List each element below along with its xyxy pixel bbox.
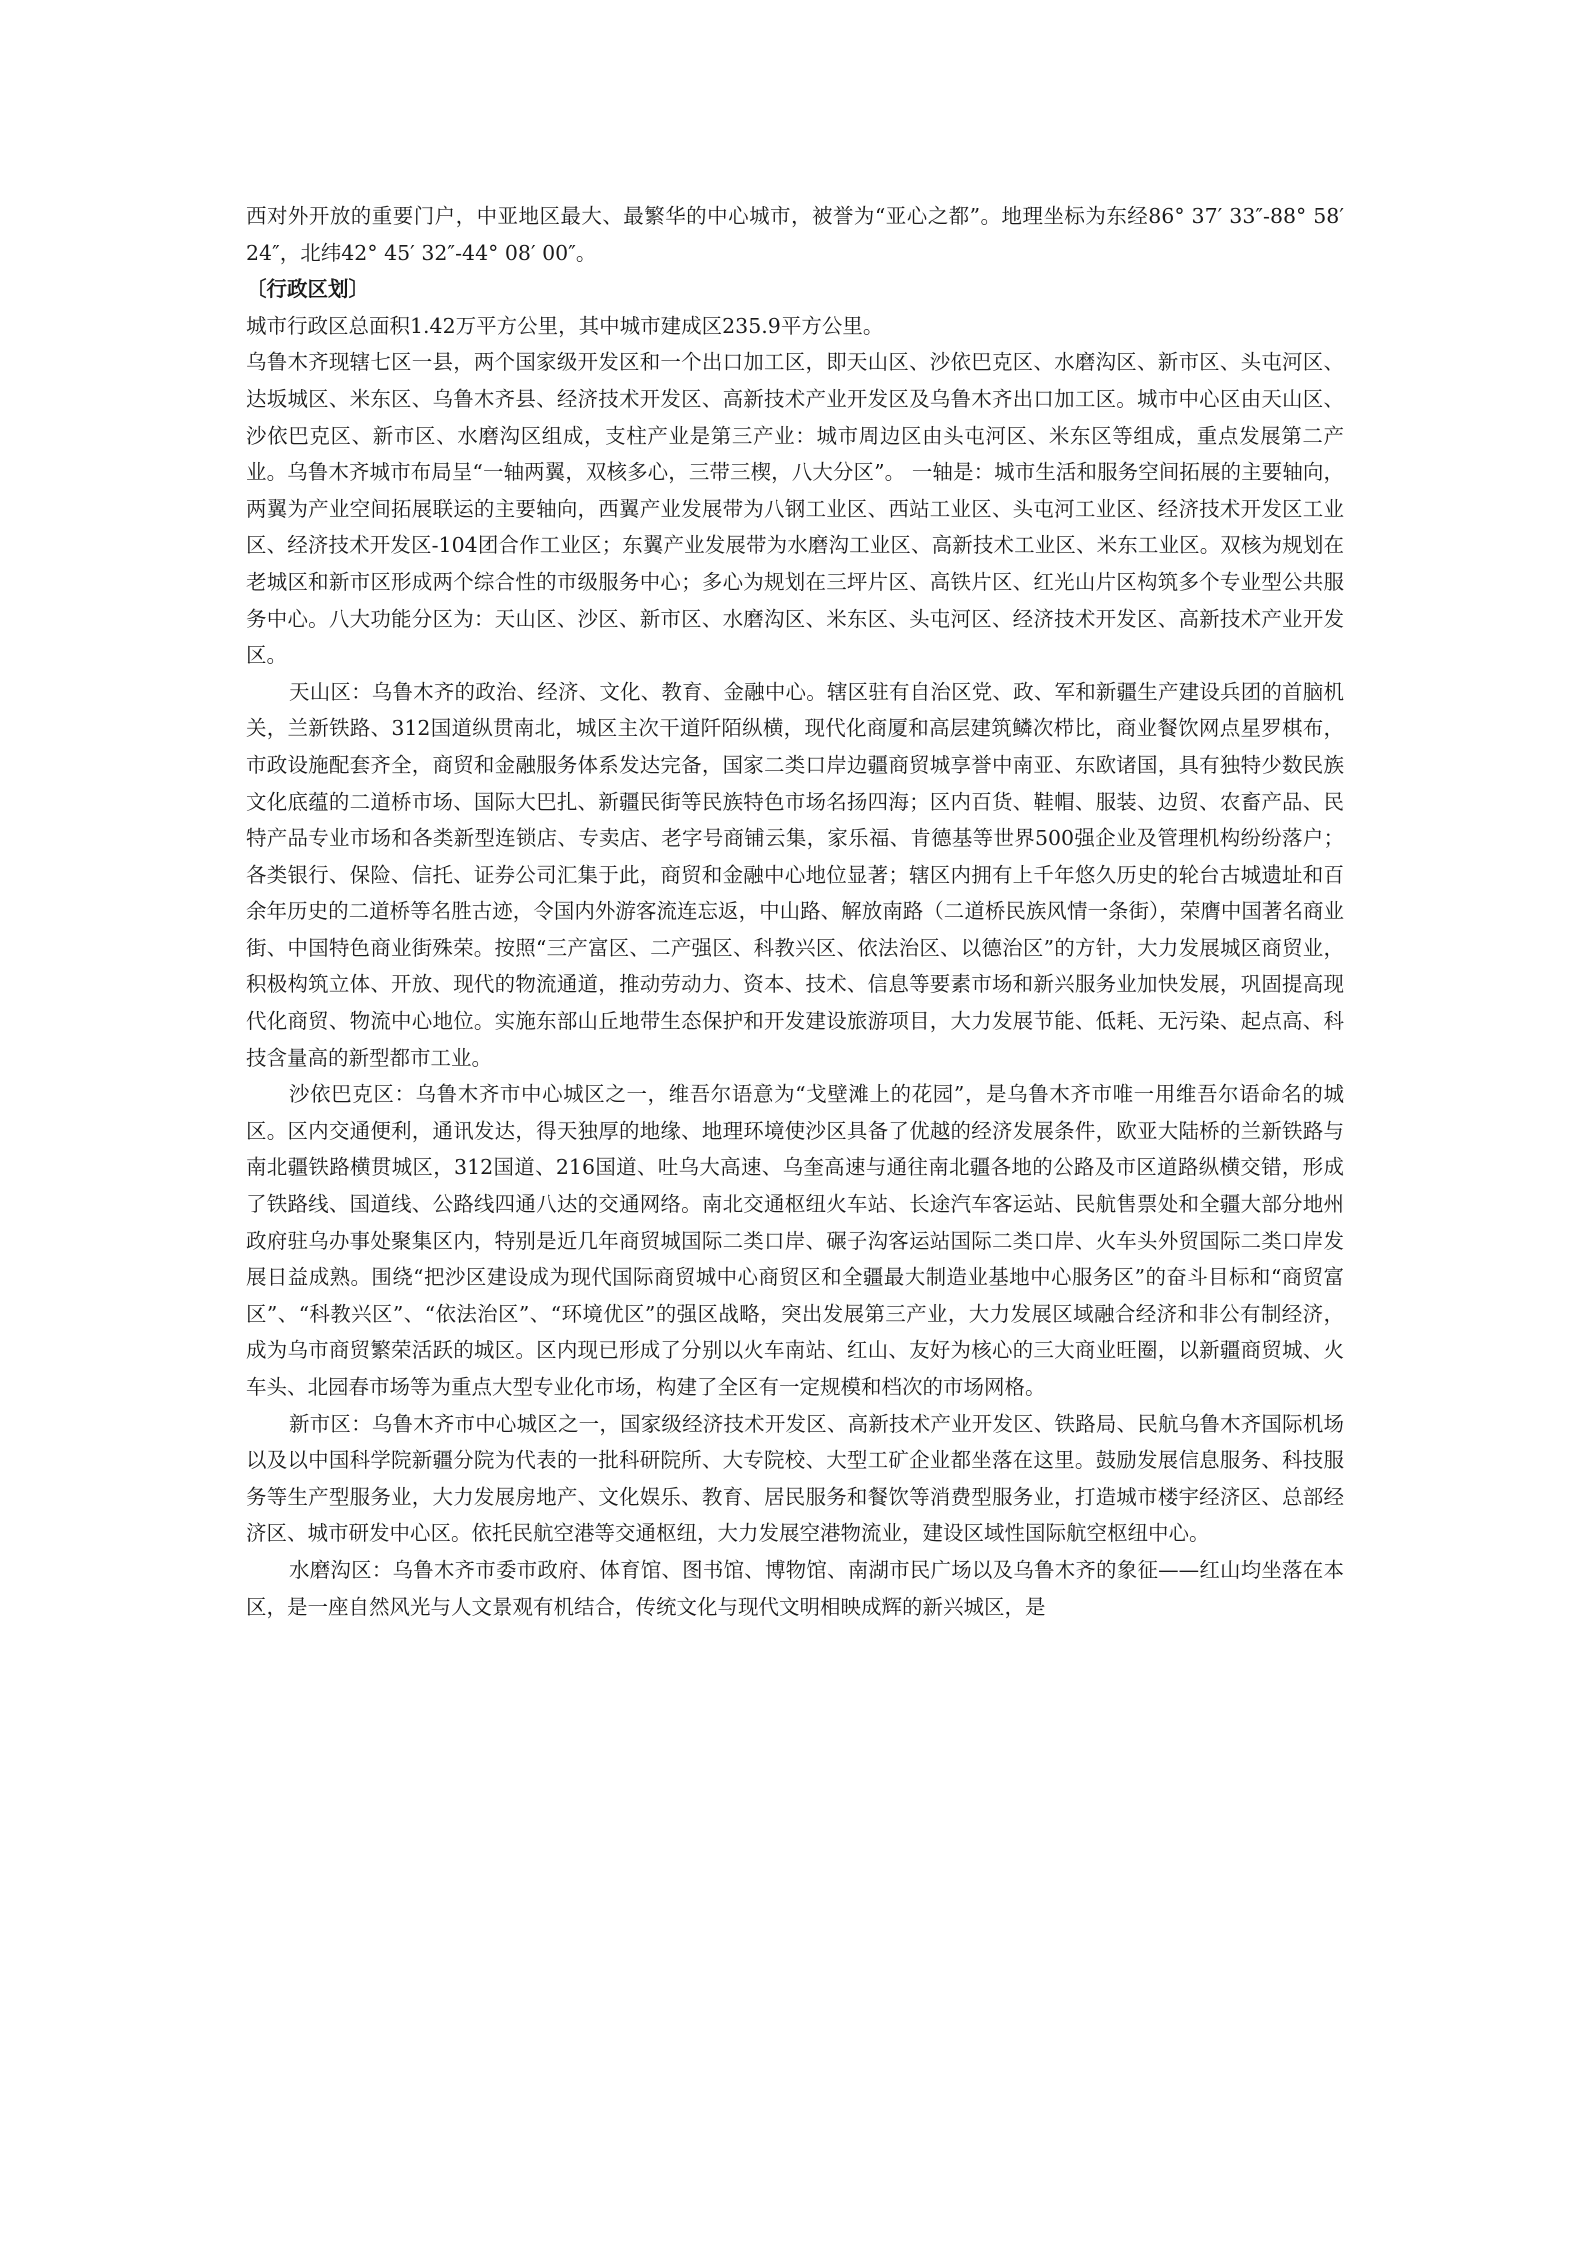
paragraph-shuimogou-district: 水磨沟区：乌鲁木齐市委市政府、体育馆、图书馆、博物馆、南湖市民广场以及乌鲁木齐的象征——红山均坐落在本区，是一座自然风光与人文景观有机结合，传统文化与现代文明相映成辉的新兴城区，是 [246,1557,1344,1619]
paragraph-tianshan-district: 天山区：乌鲁木齐的政治、经济、文化、教育、金融中心。辖区驻有自治区党、政、军和新疆生产建设兵团的首脑机关，兰新铁路、312国道纵贯南北，城区主次干道阡陌纵横，现代化商厦和高层建筑鳞次栉比，商业餐饮网点星罗棋布，市政设施配套齐全，商贸和金融服务体系发达完备，国家二类口岸边疆商贸城享誉中南亚、东欧诸国，具有独特少数民族文化底蕴的二道桥市场、国际大巴扎、新疆民街等民族特色市场名扬四海；区内百货、鞋帽、服装、边贸、农畜产品、民特产品专业市场和各类新型连锁店、专卖店、老字号商铺云集，家乐福、肯德基等世界500强企业及管理机构纷纷落户；各类银行、保险、信托、证券公司汇集于此，商贸和金融中心地位显著；辖区内拥有上千年悠久历史的轮台古城遗址和百余年历史的二道桥等名胜古迹，令国内外游客流连忘返，中山路、解放南路（二道桥民族风情一条街），荣膺中国著名商业街、中国特色商业街殊荣。按照“三产富区、二产强区、科教兴区、依法治区、以德治区”的方针，大力发展城区商贸业，积极构筑立体、开放、现代的物流通道，推动劳动力、资本、技术、信息等要素市场和新兴服务业加快发展，巩固提高现代化商贸、物流中心地位。实施东部山丘地带生态保护和开发建设旅游项目，大力发展节能、低耗、无污染、起点高、科技含量高的新型都市工业。 [246,679,1345,1070]
paragraph-area: 城市行政区总面积1.42万平方公里，其中城市建成区235.9平方公里。 [246,313,884,338]
paragraph-districts-overview: 乌鲁木齐现辖七区一县，两个国家级开发区和一个出口加工区，即天山区、沙依巴克区、水磨沟区、新市区、头屯河区、达坂城区、米东区、乌鲁木齐县、经济技术开发区、高新技术产业开发区及乌鲁木齐出口加工区。城市中心区由天山区、沙依巴克区、新市区、水磨沟区组成，支柱产业是第三产业：城市周边区由头屯河区、米东区等组成，重点发展第二产业。乌鲁木齐城市布局呈“一轴两翼，双核多心，三带三楔，八大分区”。 一轴是：城市生活和服务空间拓展的主要轴向，两翼为产业空间拓展联运的主要轴向，西翼产业发展带为八钢工业区、西站工业区、头屯河工业区、经济技术开发区工业区、经济技术开发区-104团合作工业区；东翼产业发展带为水磨沟工业区、高新技术工业区、米东工业区。双核为规划在老城区和新市区形成两个综合性的市级服务中心；多心为规划在三坪片区、高铁片区、红光山片区构筑多个专业型公共服务中心。八大功能分区为：天山区、沙区、新市区、水磨沟区、米东区、头屯河区、经济技术开发区、高新技术产业开发区。 [246,350,1344,668]
paragraph-shayibake-district: 沙依巴克区：乌鲁木齐市中心城区之一，维吾尔语意为“戈壁滩上的花园”，是乌鲁木齐市唯一用维吾尔语命名的城区。区内交通便利，通讯发达，得天独厚的地缘、地理环境使沙区具备了优越的经济发展条件，欧亚大陆桥的兰新铁路与南北疆铁路横贯城区，312国道、216国道、吐乌大高速、乌奎高速与通往南北疆各地的公路及市区道路纵横交错，形成了铁路线、国道线、公路线四通八达的交通网络。南北交通枢纽火车站、长途汽车客运站、民航售票处和全疆大部分地州政府驻乌办事处聚集区内，特别是近几年商贸城国际二类口岸、碾子沟客运站国际二类口岸、火车头外贸国际二类口岸发展日益成熟。围绕“把沙区建设成为现代国际商贸城中心商贸区和全疆最大制造业基地中心服务区”的奋斗目标和“商贸富区”、“科教兴区”、“依法治区”、“环境优区”的强区战略，突出发展第三产业，大力发展区域融合经济和非公有制经济，成为乌市商贸繁荣活跃的城区。区内现已形成了分别以火车南站、红山、友好为核心的三大商业旺圈，以新疆商贸城、火车头、北园春市场等为重点大型专业化市场，构建了全区有一定规模和档次的市场网格。 [246,1082,1344,1399]
paragraph-geography: 西对外开放的重要门户，中亚地区最大、最繁华的中心城市，被誉为“亚心之都”。地理坐标为东经86° 37′ 33″-88° 58′ 24″，北纬42° 45′ 32″-44° 08′ 00″。 [246,204,1344,265]
section-heading-administrative-division: 〔行政区划〕 [246,277,369,302]
paragraph-xinshi-district: 新市区：乌鲁木齐市中心城区之一，国家级经济技术开发区、高新技术产业开发区、铁路局、民航乌鲁木齐国际机场以及以中国科学院新疆分院为代表的一批科研院所、大专院校、大型工矿企业都坐落在这里。鼓励发展信息服务、科技服务等生产型服务业，大力发展房地产、文化娱乐、教育、居民服务和餐饮等消费型服务业，打造城市楼宇经济区、总部经济区、城市研发中心区。依托民航空港等交通枢纽，大力发展空港物流业，建设区域性国际航空枢纽中心。 [246,1411,1344,1546]
document-body [246,198,1344,1625]
